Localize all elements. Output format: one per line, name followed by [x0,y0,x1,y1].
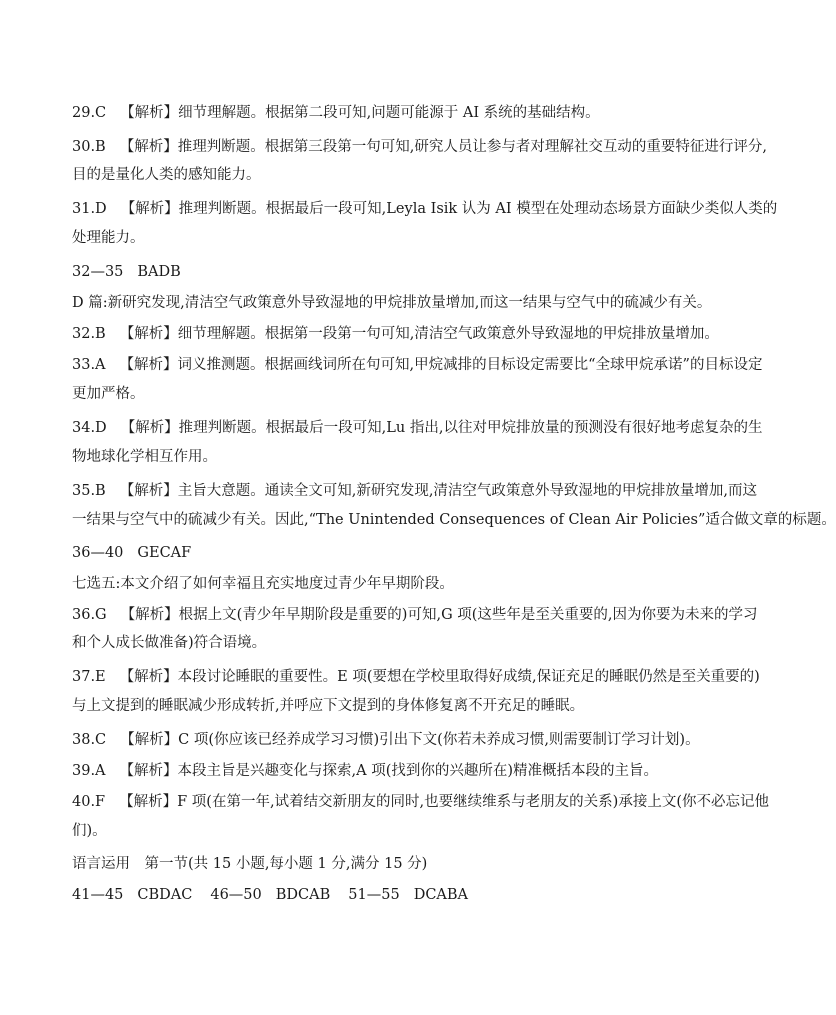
explanation-text: 【解析】细节理解题。根据第二段可知,问题可能源于 AI 系统的基础结构。 [120,105,600,121]
range-answers: GECAF [137,545,192,561]
answer-number: 34.D [72,420,107,436]
answer-38 [72,730,742,750]
explanation-text: 【解析】推理判断题。根据最后一段可知,Lu 指出,以往对甲烷排放量的预测没有很好地考虑复杂的生 [120,420,763,436]
answer-number: 31.D [72,201,107,217]
range-label: 36—40 [72,545,124,561]
explanation-text: 【解析】推理判断题。根据第三段第一句可知,研究人员让参与者对理解社交互动的重要特征进行评分, [119,139,767,155]
answer-36 [72,605,758,625]
range-label: 41—45 [72,887,124,903]
answer-range-36-40 [72,543,742,563]
answer-31-continued: 处理能力。 [72,230,145,246]
answer-31 [72,199,778,219]
range-answers: BDCAB [275,887,331,903]
explanation-text: 【解析】C 项(你应该已经养成学习习惯)引出下文(你若未养成习惯,则需要制订学习计划)。 [120,732,700,748]
answer-29 [72,103,742,123]
explanation-text: 【解析】推理判断题。根据最后一段可知,Leyla Isik 认为 AI 模型在处理动态场景方面缺少类似人类的 [120,201,778,217]
range-answers: DCABA [413,887,469,903]
answer-35-continued: 一结果与空气中的硫减少有关。因此,“The Unintended Consequences of Clean Air Policies”适合做文章的标题。 [72,512,836,528]
answer-34-continued: 物地球化学相互作用。 [72,449,217,465]
answer-37 [72,667,760,687]
answer-36-continued: 和个人成长做准备)符合语境。 [72,635,267,651]
passage-d-summary: D 篇:新研究发现,清洁空气政策意外导致湿地的甲烷排放量增加,而这一结果与空气中的硫减少有关。 [72,295,712,311]
answer-number: 37.E [72,669,106,685]
seven-choice-summary: 七选五:本文介绍了如何幸福且充实地度过青少年早期阶段。 [72,576,454,592]
range-answers: CBDAC [137,887,193,903]
answer-40-continued: 们)。 [72,823,107,839]
answer-number: 38.C [72,732,107,748]
answer-number: 33.A [72,357,106,373]
answer-number: 30.B [72,139,106,155]
range-answers: BADB [137,264,181,280]
answer-30-continued: 目的是量化人类的感知能力。 [72,167,261,183]
range-label: 51—55 [348,887,400,903]
explanation-text: 【解析】主旨大意题。通读全文可知,新研究发现,清洁空气政策意外导致湿地的甲烷排放量增加,而这 [119,483,758,499]
answer-number: 40.F [72,794,106,810]
explanation-text: 【解析】细节理解题。根据第一段第一句可知,清洁空气政策意外导致湿地的甲烷排放量增加。 [119,326,719,342]
answer-33 [72,355,763,375]
answer-number: 29.C [72,105,107,121]
answer-number: 39.A [72,763,106,779]
answer-35 [72,481,758,501]
answer-37-continued: 与上文提到的睡眠减少形成转折,并呼应下文提到的身体修复离不开充足的睡眠。 [72,698,585,714]
explanation-text: 【解析】F 项(在第一年,试着结交新朋友的同时,也要继续维系与老朋友的关系)承接上文(你不必忘记他 [119,794,769,810]
range-label: 32—35 [72,264,124,280]
answer-range-32-35 [72,262,742,282]
explanation-text: 【解析】本段讨论睡眠的重要性。E 项(要想在学校里取得好成绩,保证充足的睡眠仍然是至关重要的) [119,669,760,685]
answers-41-55 [72,885,742,905]
answer-33-continued: 更加严格。 [72,386,145,402]
answer-40 [72,792,769,812]
answer-number: 36.G [72,607,107,623]
language-use-section-heading: 语言运用 第一节(共 15 小题,每小题 1 分,满分 15 分) [72,856,428,872]
explanation-text: 【解析】词义推测题。根据画线词所在句可知,甲烷减排的目标设定需要比“全球甲烷承诺”的目标设定 [119,357,763,373]
explanation-text: 【解析】根据上文(青少年早期阶段是重要的)可知,G 项(这些年是至关重要的,因为你要为未来的学习 [120,607,758,623]
answer-number: 32.B [72,326,106,342]
range-label: 46—50 [210,887,262,903]
answer-39 [72,761,742,781]
answer-30 [72,137,767,157]
answer-number: 35.B [72,483,106,499]
answer-32 [72,324,742,344]
explanation-text: 【解析】本段主旨是兴趣变化与探索,A 项(找到你的兴趣所在)精准概括本段的主旨。 [119,763,659,779]
answer-34 [72,418,763,438]
